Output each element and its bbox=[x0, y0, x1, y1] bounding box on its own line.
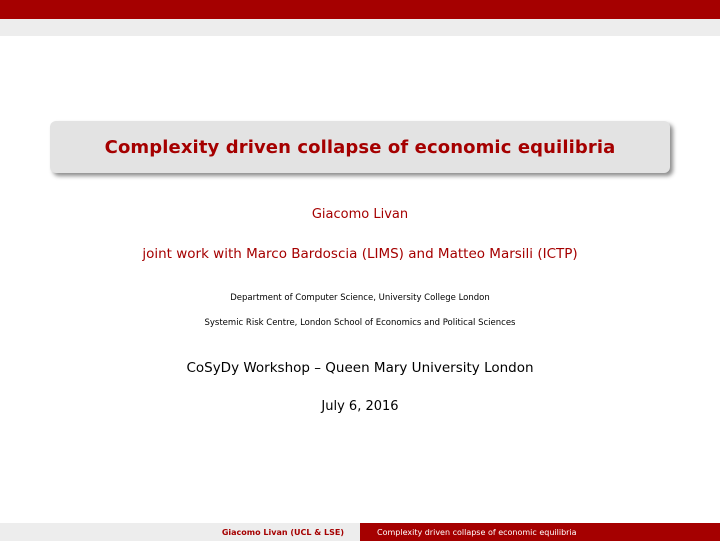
institution-1: Department of Computer Science, University College London bbox=[230, 293, 490, 303]
footer-title: Complexity driven collapse of economic equilibria bbox=[360, 523, 720, 541]
header-subbar bbox=[0, 19, 720, 36]
title-box bbox=[50, 121, 670, 173]
footer-author: Giacomo Livan (UCL & LSE) bbox=[0, 523, 360, 541]
event-name: CoSyDy Workshop – Queen Mary University London bbox=[186, 360, 534, 376]
presentation-date: July 6, 2016 bbox=[321, 399, 399, 414]
collaborators-line: joint work with Marco Bardoscia (LIMS) and Matteo Marsili (ICTP) bbox=[142, 246, 578, 262]
author-name: Giacomo Livan bbox=[311, 207, 409, 222]
slide-title: Complexity driven collapse of economic equilibria bbox=[104, 136, 616, 158]
footer-bar bbox=[0, 523, 720, 541]
institution-2: Systemic Risk Centre, London School of Economics and Political Sciences bbox=[204, 318, 516, 328]
header-bar bbox=[0, 0, 720, 19]
